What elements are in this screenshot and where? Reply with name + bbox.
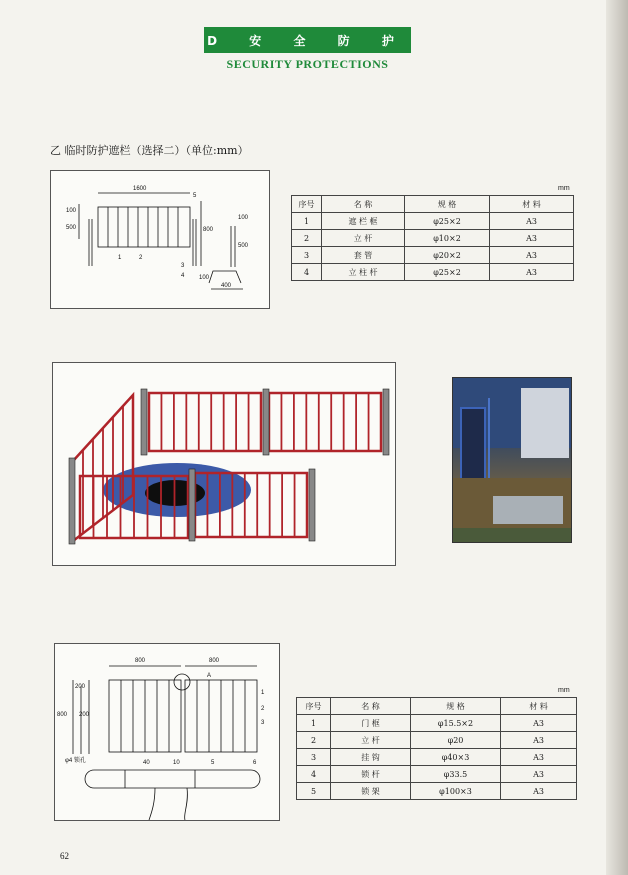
table-header: 序号 xyxy=(292,196,322,213)
table-cell: φ15.5×2 xyxy=(411,715,501,732)
dim-label: 5 xyxy=(193,193,197,199)
table-cell: 2 xyxy=(297,732,331,749)
table-cell: 4 xyxy=(297,766,331,783)
table-row xyxy=(297,766,577,783)
dim-label: 3 xyxy=(181,263,185,269)
table-header-row xyxy=(292,196,574,213)
table-cell: 挂 钩 xyxy=(331,749,411,766)
table-cell: A3 xyxy=(490,247,574,264)
table-row xyxy=(292,213,574,230)
table-cell: 锁 架 xyxy=(331,783,411,800)
table-header: 序号 xyxy=(297,698,331,715)
dim-label: 40 xyxy=(143,760,150,766)
table-header: 名 称 xyxy=(322,196,405,213)
dim-label: 3 xyxy=(261,720,265,726)
table-cell: A3 xyxy=(501,766,577,783)
dim-label: 800 xyxy=(57,712,68,718)
fence-perspective-drawing xyxy=(53,363,395,565)
table-header: 规 格 xyxy=(405,196,490,213)
table-cell: φ25×2 xyxy=(405,264,490,281)
dim-label: 200 xyxy=(75,684,86,690)
dim-label: 1 xyxy=(261,690,265,696)
dim-label: 800 xyxy=(203,227,214,233)
dim-label: 10 xyxy=(173,760,180,766)
table-cell: φ20×2 xyxy=(405,247,490,264)
dim-label: 6 xyxy=(253,760,257,766)
spec-table-2 xyxy=(296,697,577,800)
table-cell: 3 xyxy=(297,749,331,766)
table-cell: φ100×3 xyxy=(411,783,501,800)
table-cell: φ20 xyxy=(411,732,501,749)
table-cell: φ40×3 xyxy=(411,749,501,766)
table-cell: 1 xyxy=(297,715,331,732)
photo-rendering xyxy=(453,378,572,543)
table-cell: 2 xyxy=(292,230,322,247)
dim-label: φ4 锁孔 xyxy=(65,758,86,764)
dim-label: 4 xyxy=(181,273,185,279)
table-cell: A3 xyxy=(501,783,577,800)
table-cell: 套 管 xyxy=(322,247,405,264)
table-row xyxy=(297,715,577,732)
fence-bars xyxy=(83,393,369,538)
dim-label: 500 xyxy=(238,243,249,249)
table-cell: φ33.5 xyxy=(411,766,501,783)
table-header-row xyxy=(297,698,577,715)
dim-label: 100 xyxy=(238,215,249,221)
page-number: 62 xyxy=(60,851,69,861)
fence-elevation-drawing xyxy=(51,171,269,308)
dim-label: 800 xyxy=(209,658,220,664)
dim-label: 2 xyxy=(139,255,143,261)
table2-unit: mm xyxy=(558,687,570,694)
dim-label: A xyxy=(207,673,212,679)
table-row xyxy=(297,749,577,766)
table-cell: φ25×2 xyxy=(405,213,490,230)
fence-3d-illustration xyxy=(52,362,396,566)
table-cell: φ10×2 xyxy=(405,230,490,247)
table-header: 规 格 xyxy=(411,698,501,715)
table-cell: 立 柱 杆 xyxy=(322,264,405,281)
table-row xyxy=(292,264,574,281)
table-row xyxy=(292,247,574,264)
dim-label: 500 xyxy=(66,225,77,231)
page-edge-shadow xyxy=(606,0,628,875)
table-cell: 1 xyxy=(292,213,322,230)
technical-drawing-1 xyxy=(50,170,270,309)
dim-label: 1600 xyxy=(133,186,147,192)
table-cell: A3 xyxy=(490,213,574,230)
table-row xyxy=(297,783,577,800)
table-cell: 3 xyxy=(292,247,322,264)
table-cell: 5 xyxy=(297,783,331,800)
table1-unit: mm xyxy=(558,185,570,192)
door-fence-drawing xyxy=(55,644,279,820)
table-cell: A3 xyxy=(501,715,577,732)
table-cell: A3 xyxy=(501,732,577,749)
table-cell: A3 xyxy=(501,749,577,766)
site-photo xyxy=(452,377,572,543)
dim-label: 5 xyxy=(211,760,215,766)
table-cell: 立 杆 xyxy=(322,230,405,247)
table-header: 名 称 xyxy=(331,698,411,715)
dim-label: 1 xyxy=(118,255,122,261)
table-header: 材 料 xyxy=(501,698,577,715)
dim-label: 100 xyxy=(199,275,210,281)
table-cell: 4 xyxy=(292,264,322,281)
table-cell: A3 xyxy=(490,230,574,247)
table-cell: 锁 杆 xyxy=(331,766,411,783)
technical-drawing-2 xyxy=(54,643,280,821)
dim-label: 400 xyxy=(221,283,232,289)
section-banner: D 安 全 防 护 xyxy=(204,27,411,53)
section-title: 乙 临时防护遮栏（选择二）（单位:mm） xyxy=(50,144,249,157)
table-row xyxy=(297,732,577,749)
table-cell: 立 杆 xyxy=(331,732,411,749)
table-cell: A3 xyxy=(490,264,574,281)
table-cell: 门 框 xyxy=(331,715,411,732)
section-subtitle: SECURITY PROTECTIONS xyxy=(226,57,389,71)
dim-label: 2 xyxy=(261,706,265,712)
table-header: 材 料 xyxy=(490,196,574,213)
dim-label: 200 xyxy=(79,712,90,718)
spec-table-1 xyxy=(291,195,574,281)
table-row xyxy=(292,230,574,247)
dim-label: 800 xyxy=(135,658,146,664)
dim-label: 100 xyxy=(66,208,77,214)
table-cell: 遮 栏 框 xyxy=(322,213,405,230)
